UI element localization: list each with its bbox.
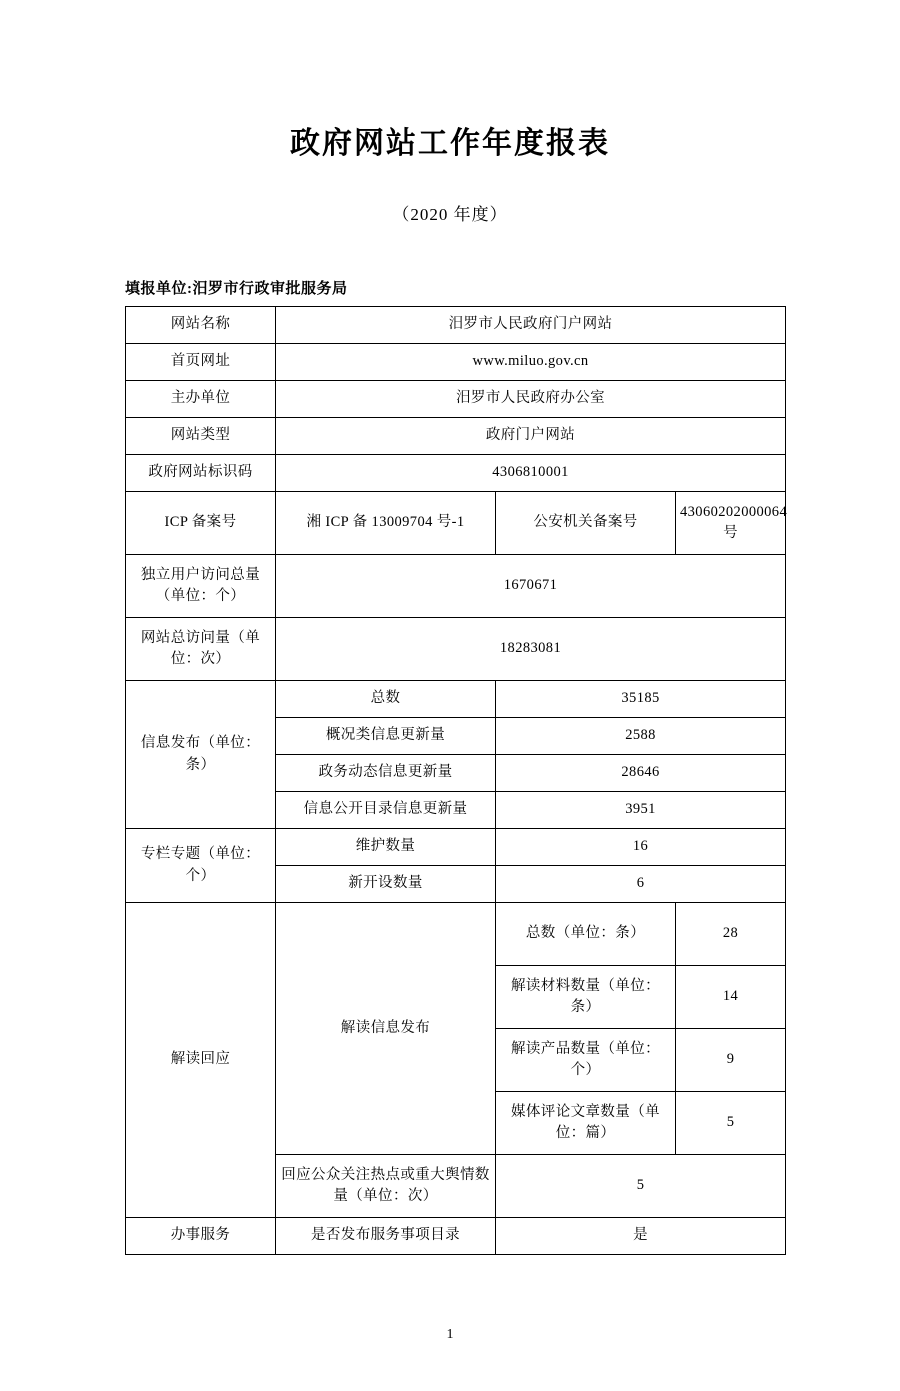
- annual-report-table: [125, 306, 786, 1255]
- info-publish-item-name: 总数: [276, 681, 496, 718]
- icp-value: 湘 ICP 备 13009704 号-1: [276, 492, 496, 555]
- page-subtitle: （2020 年度）: [392, 205, 508, 224]
- info-publish-item-name: 信息公开目录信息更新量: [276, 792, 496, 829]
- table-row: [126, 344, 786, 381]
- organizer-value: 汨罗市人民政府办公室: [276, 381, 786, 418]
- unique-visitors-label: 独立用户访问总量（单位：个）: [126, 555, 276, 618]
- page-number: 1: [446, 1327, 454, 1342]
- service-catalog-value: 是: [496, 1218, 786, 1255]
- table-row: [126, 455, 786, 492]
- interpretation-item-name: 解读材料数量（单位：条）: [496, 966, 676, 1029]
- info-publish-item-value: 2588: [496, 718, 786, 755]
- total-visits-value: 18283081: [276, 618, 786, 681]
- interpretation-publish-label: 解读信息发布: [276, 903, 496, 1155]
- site-type-value: 政府门户网站: [276, 418, 786, 455]
- organizer-label: 主办单位: [126, 381, 276, 418]
- response-hotspot-label: 回应公众关注热点或重大舆情数量（单位：次）: [276, 1155, 496, 1218]
- table-row: [126, 418, 786, 455]
- table-row: [126, 1218, 786, 1255]
- site-type-label: 网站类型: [126, 418, 276, 455]
- service-label: 办事服务: [126, 1218, 276, 1255]
- column-topic-label: 专栏专题（单位：个）: [126, 829, 276, 903]
- site-name-value: 汨罗市人民政府门户网站: [276, 307, 786, 344]
- info-publish-label: 信息发布（单位：条）: [126, 681, 276, 829]
- interpretation-item-name: 总数（单位：条）: [496, 903, 676, 966]
- service-catalog-label: 是否发布服务事项目录: [276, 1218, 496, 1255]
- table-row: [126, 492, 786, 555]
- homepage-value: www.miluo.gov.cn: [276, 344, 786, 381]
- info-publish-item-value: 3951: [496, 792, 786, 829]
- icp-label: ICP 备案号: [126, 492, 276, 555]
- interpretation-item-name: 解读产品数量（单位：个）: [496, 1029, 676, 1092]
- police-record-label: 公安机关备案号: [496, 492, 676, 555]
- info-publish-item-value: 28646: [496, 755, 786, 792]
- info-publish-item-value: 35185: [496, 681, 786, 718]
- interpretation-item-value: 14: [676, 966, 786, 1029]
- filer-line: [125, 277, 900, 298]
- interpretation-label: 解读回应: [126, 903, 276, 1218]
- table-row: [126, 618, 786, 681]
- table-row: [126, 307, 786, 344]
- interpretation-item-value: 28: [676, 903, 786, 966]
- police-record-value: 43060202000064 号: [676, 492, 786, 555]
- page-title: 政府网站工作年度报表: [290, 126, 610, 161]
- column-topic-item-value: 6: [496, 866, 786, 903]
- table-row: [126, 681, 786, 718]
- table-row: [126, 903, 786, 966]
- site-code-value: 4306810001: [276, 455, 786, 492]
- homepage-label: 首页网址: [126, 344, 276, 381]
- filer-value: 汨罗市行政审批服务局: [192, 281, 348, 297]
- site-name-label: 网站名称: [126, 307, 276, 344]
- info-publish-item-name: 政务动态信息更新量: [276, 755, 496, 792]
- interpretation-item-name: 媒体评论文章数量（单位：篇）: [496, 1092, 676, 1155]
- table-row: [126, 829, 786, 866]
- total-visits-label: 网站总访问量（单位：次）: [126, 618, 276, 681]
- info-publish-item-name: 概况类信息更新量: [276, 718, 496, 755]
- column-topic-item-name: 新开设数量: [276, 866, 496, 903]
- interpretation-item-value: 5: [676, 1092, 786, 1155]
- response-hotspot-value: 5: [496, 1155, 786, 1218]
- table-row: [126, 381, 786, 418]
- table-row: [126, 555, 786, 618]
- column-topic-item-value: 16: [496, 829, 786, 866]
- filer-label: 填报单位:: [125, 281, 193, 297]
- document-page: [0, 118, 900, 1391]
- unique-visitors-value: 1670671: [276, 555, 786, 618]
- interpretation-item-value: 9: [676, 1029, 786, 1092]
- column-topic-item-name: 维护数量: [276, 829, 496, 866]
- site-code-label: 政府网站标识码: [126, 455, 276, 492]
